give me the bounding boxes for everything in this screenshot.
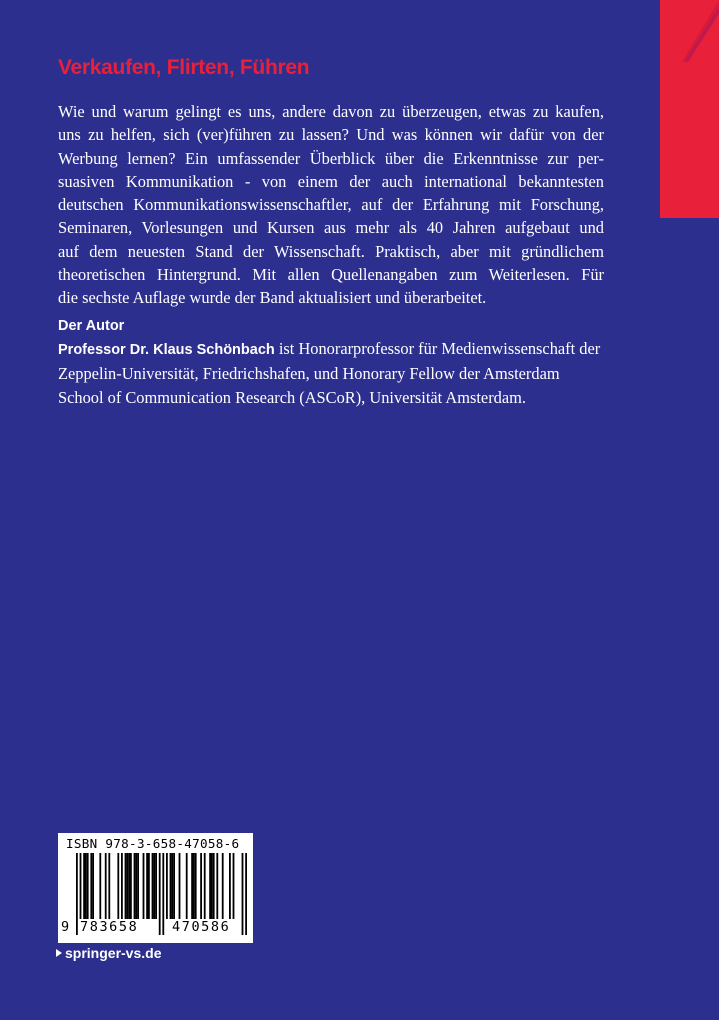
barcode-bar xyxy=(108,853,110,919)
barcode-bar xyxy=(146,853,148,919)
description-line: die sechste Auflage wurde der Band aktualisiert und überarbeitet. xyxy=(58,288,487,308)
barcode-bar xyxy=(137,853,139,919)
author-bio-line: School of Communication Research (ASCoR), Universität Amsterdam. xyxy=(58,387,526,407)
book-description xyxy=(58,100,604,310)
barcode-bar xyxy=(126,853,128,919)
author-bio-text: ist Honorarprofessor für Medienwissenschaft der xyxy=(274,339,601,358)
description-line: auf dem neuesten Stand der Wissenschaft. Praktisch, aber mit gründlichem xyxy=(58,241,604,261)
barcode-bar xyxy=(209,853,211,919)
description-line: Werbung lernen? Ein umfassender Überblick über die Erkenntnisse zur per- xyxy=(58,148,604,168)
author-name: Professor Dr. Klaus Schönbach xyxy=(58,342,275,358)
barcode-bar xyxy=(128,853,130,919)
author-bio xyxy=(58,337,604,409)
barcode-bar xyxy=(99,853,101,919)
barcode-bar xyxy=(143,853,145,919)
red-corner-accent xyxy=(660,0,719,218)
barcode-bar xyxy=(171,853,173,919)
description-line: Wie und warum gelingt es uns, andere davon zu überzeugen, etwas zu kaufen, xyxy=(58,102,604,121)
author-bio-line xyxy=(58,337,604,362)
publisher-url: springer-vs.de xyxy=(65,945,162,961)
barcode-bar xyxy=(204,853,206,919)
ean-right-group: 470586 xyxy=(172,919,231,935)
barcode-bar xyxy=(200,853,202,919)
barcode-bar xyxy=(170,853,172,919)
barcode-bar xyxy=(85,853,87,919)
isbn-barcode xyxy=(58,833,253,943)
barcode-bar xyxy=(105,853,107,919)
barcode-bar xyxy=(83,853,85,919)
description-line: uns zu helfen, sich (ver)führen zu lassen? Und was können wir dafür von der xyxy=(58,125,604,145)
diagonal-stripe-decoration xyxy=(660,0,719,218)
barcode-bar xyxy=(245,853,247,935)
barcode-bar xyxy=(173,853,175,919)
barcode-bar xyxy=(229,853,231,919)
barcode-bar xyxy=(130,853,132,919)
barcode-bar xyxy=(90,853,92,919)
description-line: suasiven Kommunikation - von einem der auch international bekanntesten xyxy=(58,171,604,191)
barcode-bar xyxy=(153,853,155,919)
barcode-bar xyxy=(191,853,193,919)
isbn-label: ISBN 978-3-658-47058-6 xyxy=(66,836,240,851)
book-title: Verkaufen, Flirten, Führen xyxy=(58,56,310,79)
barcode-bar xyxy=(121,853,123,919)
barcode-bar xyxy=(242,853,244,935)
description-line: deutschen Kommunikationswissenschaftler, auf der Erfahrung mit Forschung, xyxy=(58,195,604,215)
description-line: theoretischen Hintergrund. Mit allen Quellenangaben zum Weiterlesen. Für xyxy=(58,265,604,285)
author-bio-line: Zeppelin-Universität, Friedrichshafen, und Honorary Fellow der Amsterdam xyxy=(58,364,560,384)
publisher-link[interactable] xyxy=(56,945,161,961)
barcode-bar xyxy=(135,853,137,919)
barcode-bar xyxy=(162,853,164,935)
barcode-bar xyxy=(117,853,119,919)
barcode-bar xyxy=(125,853,127,919)
barcode-bar xyxy=(152,853,154,919)
barcode-bar xyxy=(155,853,157,919)
barcode-bar xyxy=(233,853,235,919)
barcode-bar xyxy=(148,853,150,919)
barcode-bar xyxy=(76,853,78,935)
ean-first-digit: 9 xyxy=(61,919,70,935)
barcode-bar xyxy=(134,853,136,919)
barcode-bar xyxy=(213,853,215,919)
barcode-bar xyxy=(211,853,213,919)
author-heading: Der Autor xyxy=(58,318,125,334)
barcode-bar xyxy=(87,853,89,919)
barcode-bar xyxy=(193,853,195,919)
arrow-icon xyxy=(56,949,62,957)
barcode-bar xyxy=(222,853,224,919)
barcode-bar xyxy=(179,853,181,919)
barcode-bar xyxy=(195,853,197,919)
barcode-bar xyxy=(186,853,188,919)
ean-left-group: 783658 xyxy=(80,919,139,935)
barcode-bar xyxy=(92,853,94,919)
description-line: Seminaren, Vorlesungen und Kursen aus mehr als 40 Jahren aufgebaut und xyxy=(58,218,604,238)
barcode-bar xyxy=(159,853,161,935)
barcode-bar xyxy=(216,853,218,919)
barcode-bar xyxy=(166,853,168,919)
